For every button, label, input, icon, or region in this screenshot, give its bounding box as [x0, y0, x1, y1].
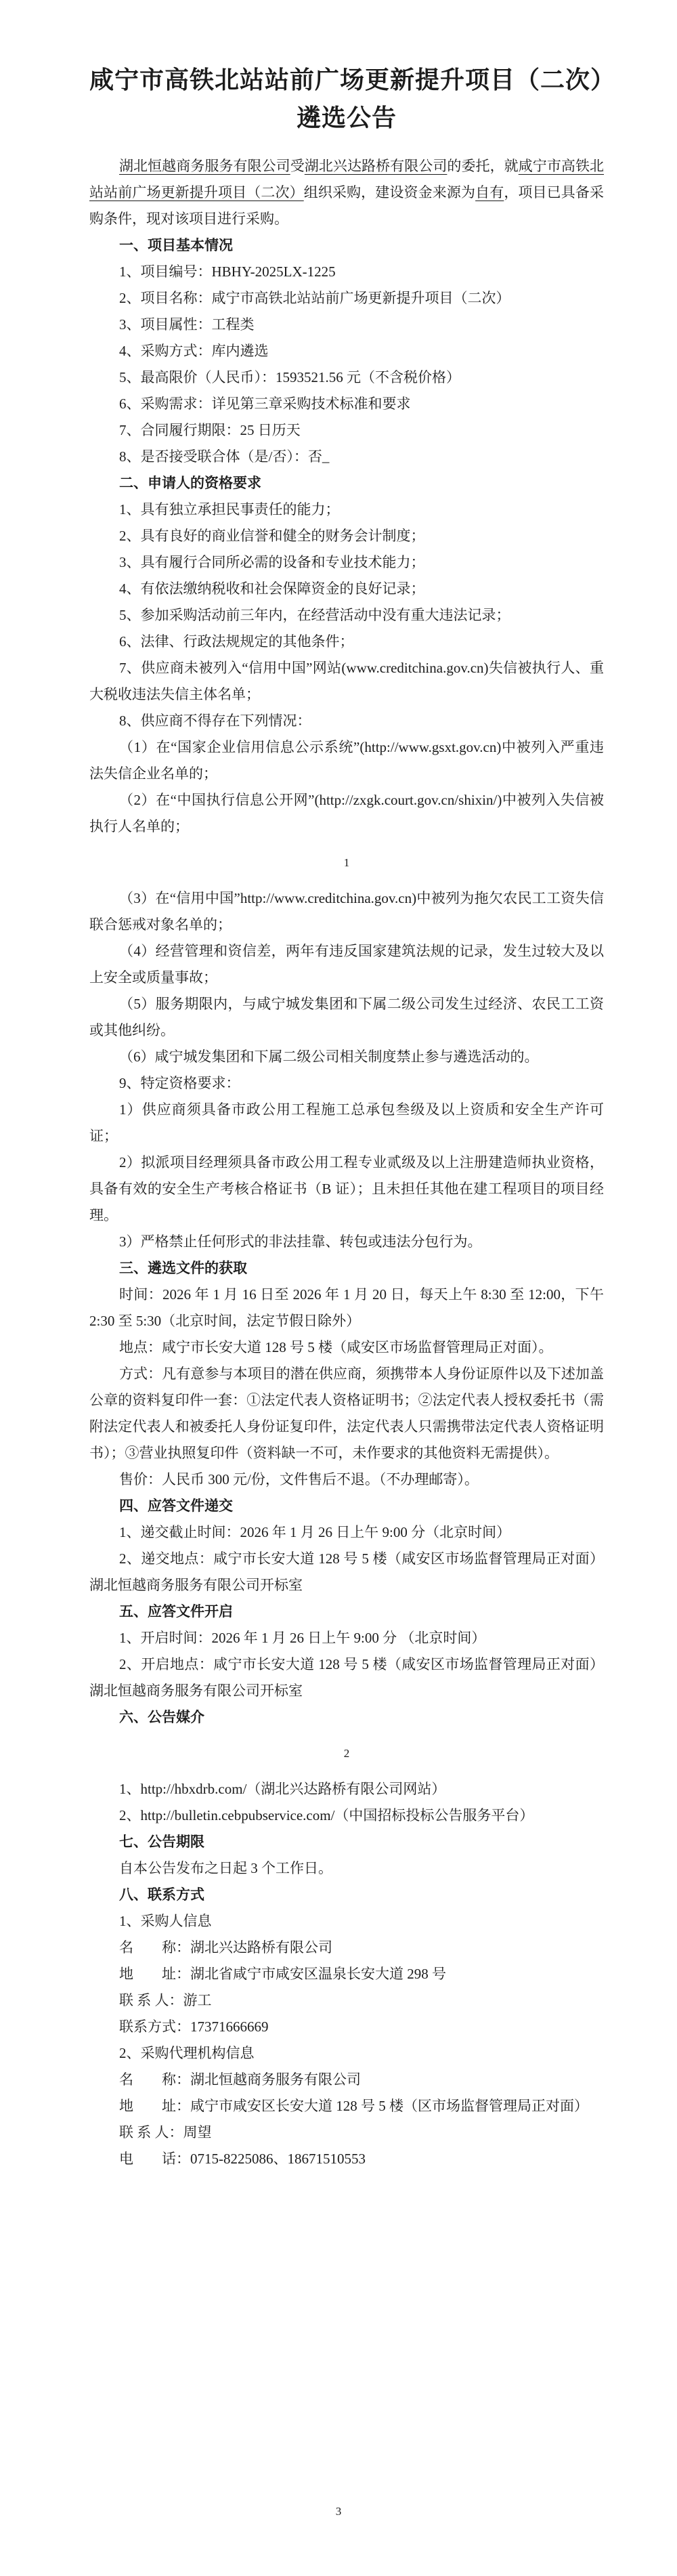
agency-company-name: 湖北恒越商务服务有限公司 [119, 158, 290, 174]
doc-paragraph: 5、参加采购活动前三年内，在经营活动中没有重大违法记录； [119, 607, 510, 623]
doc-paragraph: （1）在“国家企业信用信息公示系统”(http://www.gsxt.gov.cn)中被列入严重违法失信企业名单的； [89, 739, 604, 782]
intro-paragraph [89, 153, 604, 232]
purchaser-company-name: 湖北兴达路桥有限公司 [304, 158, 447, 174]
section-heading-announcement-media: 六、公告媒介 [119, 1709, 204, 1725]
doc-paragraph: 1、采购人信息 [119, 1913, 212, 1929]
page-number-3: 3 [335, 2505, 342, 2518]
doc-paragraph: 2、项目名称：咸宁市高铁北站站前广场更新提升项目（二次） [119, 290, 510, 306]
doc-paragraph: 4、有依法缴纳税收和社会保障资金的良好记录； [119, 580, 425, 597]
doc-paragraph: 2、开启地点：咸宁市长安大道 128 号 5 楼（咸安区市场监督管理局正对面）湖北恒越商务服务有限公司开标室 [89, 1656, 604, 1699]
purchaser-contact-person: 联 系 人：游工 [119, 1992, 212, 2008]
title-line-1: 咸宁市高铁北站站前广场更新提升项目（二次） [89, 66, 616, 93]
doc-paragraph: 时间：2026 年 1 月 16 日至 2026 年 1 月 20 日，每天上午 8:30 至 12:00，下午 2:30 至 5:30（北京时间，法定节假日除外） [89, 1286, 604, 1329]
section-heading-announcement-period: 七、公告期限 [119, 1834, 204, 1850]
doc-paragraph: 2）拟派项目经理须具备市政公用工程专业贰级及以上注册建造师执业资格，具备有效的安全生产考核合格证书（B 证）；且未担任其他在建工程项目的项目经理。 [89, 1154, 604, 1223]
doc-paragraph: 7、合同履行期限：25 日历天 [119, 422, 301, 438]
doc-paragraph: 1、http://hbxdrb.com/（湖北兴达路桥有限公司网站） [119, 1781, 446, 1797]
funding-source: 自有 [475, 184, 504, 200]
purchaser-phone: 联系方式：17371666669 [119, 2019, 269, 2035]
project-name: 咸宁市高铁北站站前广场更新提升项目（二次） [89, 158, 605, 200]
title-line-2: 遴选公告 [296, 104, 397, 131]
doc-paragraph: 1、具有独立承担民事责任的能力； [119, 501, 340, 518]
doc-paragraph: 2、采购代理机构信息 [119, 2045, 255, 2061]
purchaser-address: 地 址：湖北省咸宁市咸安区温泉长安大道 298 号 [119, 1966, 446, 1982]
doc-paragraph: 1、项目编号：HBHY-2025LX-1225 [119, 263, 336, 280]
doc-paragraph: 售价：人民币 300 元/份，文件售后不退。（不办理邮寄）。 [119, 1471, 479, 1487]
doc-paragraph: 1）供应商须具备市政公用工程施工总承包叁级及以上资质和安全生产许可证； [89, 1101, 604, 1144]
section-heading-applicant-qualifications: 二、申请人的资格要求 [119, 475, 261, 491]
section-heading-document-acquisition: 三、遴选文件的获取 [119, 1260, 247, 1276]
doc-paragraph: 6、法律、行政法规规定的其他条件； [119, 633, 354, 650]
section-heading-contact-info: 八、联系方式 [119, 1886, 204, 1903]
doc-paragraph: 3）严格禁止任何形式的非法挂靠、转包或违法分包行为。 [119, 1233, 482, 1250]
page-number-2: 2 [343, 1747, 350, 1760]
doc-paragraph: 3、项目属性：工程类 [119, 316, 255, 333]
intro-segment: 受 [290, 158, 305, 174]
doc-paragraph: 地点：咸宁市长安大道 128 号 5 楼（咸安区市场监督管理局正对面）。 [119, 1339, 553, 1355]
doc-paragraph: 2、http://bulletin.cebpubservice.com/（中国招标投标公告服务平台） [119, 1807, 534, 1823]
document-title [89, 61, 616, 137]
doc-paragraph: 自本公告发布之日起 3 个工作日。 [119, 1860, 332, 1876]
doc-paragraph: 1、开启时间：2026 年 1 月 26 日上午 9:00 分 （北京时间） [119, 1630, 486, 1646]
doc-paragraph: 1、递交截止时间：2026 年 1 月 26 日上午 9:00 分（北京时间） [119, 1524, 511, 1540]
doc-paragraph: （2）在“中国执行信息公开网”(http://zxgk.court.gov.cn/shixin/)中被列入失信被执行人名单的； [89, 792, 604, 835]
agency-name: 名 称：湖北恒越商务服务有限公司 [119, 2071, 361, 2088]
doc-paragraph: 3、具有履行合同所必需的设备和专业技术能力； [119, 554, 425, 570]
agency-contact-person: 联 系 人：周望 [119, 2124, 212, 2140]
doc-paragraph: 8、是否接受联合体（是/否）：否_ [119, 448, 330, 465]
intro-segment: 组织采购，建设资金来源为 [303, 184, 476, 200]
doc-paragraph: （3）在“信用中国”http://www.creditchina.gov.cn)中被列为拖欠农民工工资失信联合惩戒对象名单的； [89, 890, 604, 933]
doc-paragraph: 方式：凡有意参与本项目的潜在供应商，须携带本人身份证原件以及下述加盖公章的资料复印件一套：①法定代表人资格证明书；②法定代表人授权委托书（需附法定代表人和被委托人身份证复印件，法定代表人只需携带法定代表人资格证明书）；③营业执照复印件（资料缺一不可，未作要求的其他资料无需提供）。 [89, 1366, 604, 1461]
section-heading-project-basic-info: 一、项目基本情况 [119, 237, 233, 253]
purchaser-name: 名 称：湖北兴达路桥有限公司 [119, 1939, 332, 1956]
doc-paragraph: 7、供应商未被列入“信用中国”网站(www.creditchina.gov.cn)失信被执行人、重大税收违法失信主体名单； [89, 660, 604, 702]
doc-paragraph: 2、具有良好的商业信誉和健全的财务会计制度； [119, 528, 425, 544]
doc-paragraph: 6、采购需求：详见第三章采购技术标准和要求 [119, 396, 411, 412]
section-heading-response-submission: 四、应答文件递交 [119, 1498, 233, 1514]
doc-paragraph: （4）经营管理和资信差，两年有违反国家建筑法规的记录，发生过较大及以上安全或质量事故； [89, 943, 604, 986]
agency-address: 地 址：咸宁市咸安区长安大道 128 号 5 楼（区市场监督管理局正对面） [119, 2098, 588, 2114]
intro-segment: 的委托，就 [447, 158, 519, 174]
doc-paragraph: 8、供应商不得存在下列情况： [119, 713, 311, 729]
doc-paragraph: （5）服务期限内，与咸宁城发集团和下属二级公司发生过经济、农民工工资或其他纠纷。 [89, 996, 604, 1038]
doc-paragraph: 2、递交地点：咸宁市长安大道 128 号 5 楼（咸安区市场监督管理局正对面）湖北恒越商务服务有限公司开标室 [89, 1550, 604, 1593]
intro-segment: ，项目已具备采购条件，现对该项目进行采购。 [89, 184, 605, 227]
doc-paragraph: 5、最高限价（人民币）：1593521.56 元（不含税价格） [119, 369, 460, 385]
page-number-1: 1 [343, 856, 350, 869]
doc-paragraph: （6）咸宁城发集团和下属二级公司相关制度禁止参与遴选活动的。 [119, 1049, 539, 1065]
section-heading-response-opening: 五、应答文件开启 [119, 1603, 233, 1620]
agency-phone: 电 话：0715-8225086、18671510553 [119, 2151, 366, 2167]
doc-paragraph: 9、特定资格要求： [119, 1075, 240, 1091]
doc-paragraph: 4、采购方式：库内遴选 [119, 343, 269, 359]
